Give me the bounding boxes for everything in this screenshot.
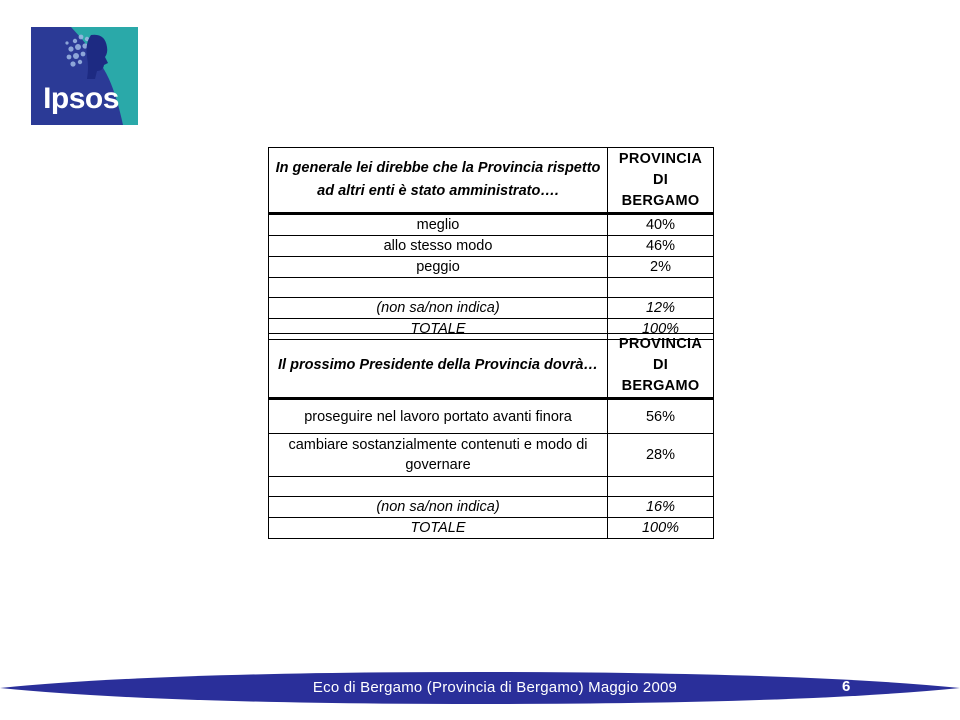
table-row xyxy=(269,497,714,518)
survey-table-presidente xyxy=(268,333,714,539)
answer-value xyxy=(608,278,714,298)
footer-source-text: Eco di Bergamo (Provincia di Bergamo) Maggio 2009 xyxy=(312,679,678,696)
table-row xyxy=(269,434,714,477)
table-row-empty xyxy=(269,477,714,497)
table-row xyxy=(269,214,714,236)
answer-label: proseguire nel lavoro portato avanti finora xyxy=(269,399,608,434)
question-cell: In generale lei direbbe che la Provincia rispetto ad altri enti è stato amministrato…. xyxy=(269,148,608,214)
answer-label: cambiare sostanzialmente contenuti e modo di governare xyxy=(269,434,608,477)
province-header: PROVINCIA DI BERGAMO xyxy=(608,148,714,214)
table-header-row xyxy=(269,334,714,399)
answer-label xyxy=(269,278,608,298)
answer-value: 28% xyxy=(608,434,714,477)
answer-label: (non sa/non indica) xyxy=(269,497,608,518)
logo-text: Ipsos xyxy=(43,82,119,115)
answer-label: peggio xyxy=(269,257,608,278)
answer-value: 46% xyxy=(608,236,714,257)
footer-band xyxy=(0,670,960,706)
total-value: 100% xyxy=(608,518,714,539)
table-row xyxy=(269,399,714,434)
ipsos-logo xyxy=(31,27,138,125)
answer-label xyxy=(269,477,608,497)
table-row xyxy=(269,298,714,319)
total-label: TOTALE xyxy=(269,518,608,539)
answer-value: 2% xyxy=(608,257,714,278)
total-value: 100% xyxy=(608,319,714,340)
answer-value: 16% xyxy=(608,497,714,518)
table-row xyxy=(269,257,714,278)
survey-table-amministrazione xyxy=(268,147,714,340)
answer-value: 40% xyxy=(608,214,714,236)
answer-value xyxy=(608,477,714,497)
answer-label: allo stesso modo xyxy=(269,236,608,257)
answer-value: 56% xyxy=(608,399,714,434)
answer-label: meglio xyxy=(269,214,608,236)
answer-label: (non sa/non indica) xyxy=(269,298,608,319)
page-number: 6 xyxy=(842,678,851,695)
table-header-row xyxy=(269,148,714,214)
answer-value: 12% xyxy=(608,298,714,319)
total-label: TOTALE xyxy=(269,319,608,340)
question-cell: Il prossimo Presidente della Provincia dovrà… xyxy=(269,334,608,399)
table-row xyxy=(269,236,714,257)
table-total-row xyxy=(269,518,714,539)
province-header: PROVINCIA DI BERGAMO xyxy=(608,334,714,399)
table-row-empty xyxy=(269,278,714,298)
